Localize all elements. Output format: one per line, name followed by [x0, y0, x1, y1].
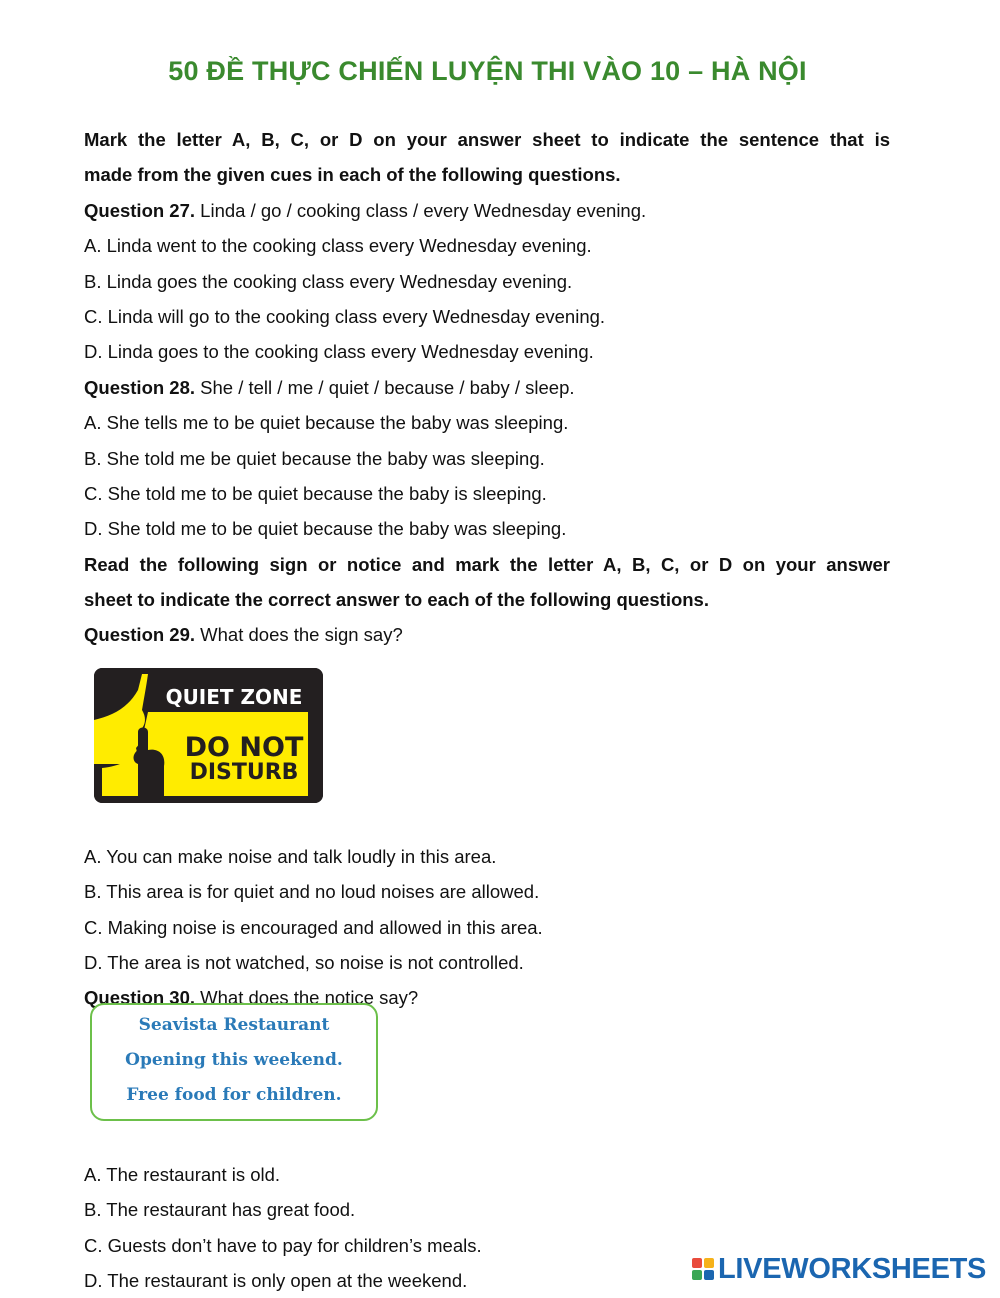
- question-29-label: Question 29.: [84, 624, 196, 646]
- q29-option-c[interactable]: C. Making noise is encouraged and allowed in this area.: [84, 916, 543, 938]
- q29-option-a[interactable]: A. You can make noise and talk loudly in this area.: [84, 845, 497, 867]
- notice-line1: Seavista Restaurant: [138, 1015, 330, 1035]
- q30-option-b[interactable]: B. The restaurant has great food.: [84, 1199, 356, 1221]
- q30-option-a[interactable]: A. The restaurant is old.: [84, 1163, 281, 1185]
- q28-option-a[interactable]: A. She tells me to be quiet because the baby was sleeping.: [84, 412, 569, 434]
- question-27: [84, 193, 890, 228]
- q27-option-b[interactable]: B. Linda goes the cooking class every Wednesday evening.: [84, 270, 573, 292]
- sign-line1: DO NOT: [184, 732, 304, 763]
- notice-line2: Opening this weekend.: [125, 1050, 343, 1070]
- question-28-text: She / tell / me / quiet / because / baby / sleep.: [195, 376, 575, 398]
- q30-option-d[interactable]: D. The restaurant is only open at the weekend.: [84, 1269, 468, 1291]
- brand-name: LIVEWORKSHEETS: [718, 1252, 987, 1285]
- restaurant-notice: [90, 1003, 378, 1121]
- q27-option-d[interactable]: D. Linda goes to the cooking class every Wednesday evening.: [84, 341, 594, 363]
- section1-instruction-line1: Mark the letter A, B, C, or D on your answer sheet to indicate the sentence that is: [84, 129, 890, 150]
- q29-option-d[interactable]: D. The area is not watched, so noise is not controlled.: [84, 952, 524, 974]
- sign-line2: DISTURB: [189, 760, 299, 785]
- q28-option-b[interactable]: B. She told me be quiet because the baby was sleeping.: [84, 447, 545, 469]
- notice-line3: Free food for children.: [126, 1085, 342, 1105]
- q27-option-a[interactable]: A. Linda went to the cooking class every Wednesday evening.: [84, 235, 592, 257]
- question-27-text: Linda / go / cooking class / every Wednesday evening.: [195, 199, 647, 221]
- liveworksheets-brand[interactable]: [692, 1252, 986, 1286]
- sign-heading: QUIET ZONE: [165, 685, 303, 709]
- q30-option-c[interactable]: C. Guests don’t have to pay for children’s meals.: [84, 1234, 482, 1256]
- page-title: 50 ĐỀ THỰC CHIẾN LUYỆN THI VÀO 10 – HÀ NỘI: [168, 56, 807, 86]
- quiet-zone-sign-graphic: [94, 668, 323, 803]
- quiet-zone-sign: [94, 668, 323, 803]
- question-28-label: Question 28.: [84, 376, 196, 398]
- section2-instruction-line2: sheet to indicate the correct answer to each of the following questions.: [84, 589, 709, 611]
- question-30-text: What does the notice say?: [195, 987, 419, 1009]
- question-28: [84, 370, 890, 405]
- section1-instruction-line2: made from the given cues in each of the following questions.: [84, 164, 621, 186]
- question-29-text: What does the sign say?: [195, 624, 403, 646]
- question-27-label: Question 27.: [84, 199, 196, 221]
- question-29: [84, 617, 890, 652]
- q28-option-c[interactable]: C. She told me to be quiet because the baby is sleeping.: [84, 482, 547, 504]
- section2-instruction-line1: Read the following sign or notice and mark the letter A, B, C, or D on your answer: [84, 553, 890, 575]
- q28-option-d[interactable]: D. She told me to be quiet because the baby was sleeping.: [84, 518, 567, 540]
- question-30-label: Question 30.: [84, 987, 196, 1009]
- liveworksheets-logo-icon: [692, 1258, 714, 1280]
- q27-option-c[interactable]: C. Linda will go to the cooking class every Wednesday evening.: [84, 305, 606, 327]
- q29-option-b[interactable]: B. This area is for quiet and no loud noises are allowed.: [84, 881, 540, 903]
